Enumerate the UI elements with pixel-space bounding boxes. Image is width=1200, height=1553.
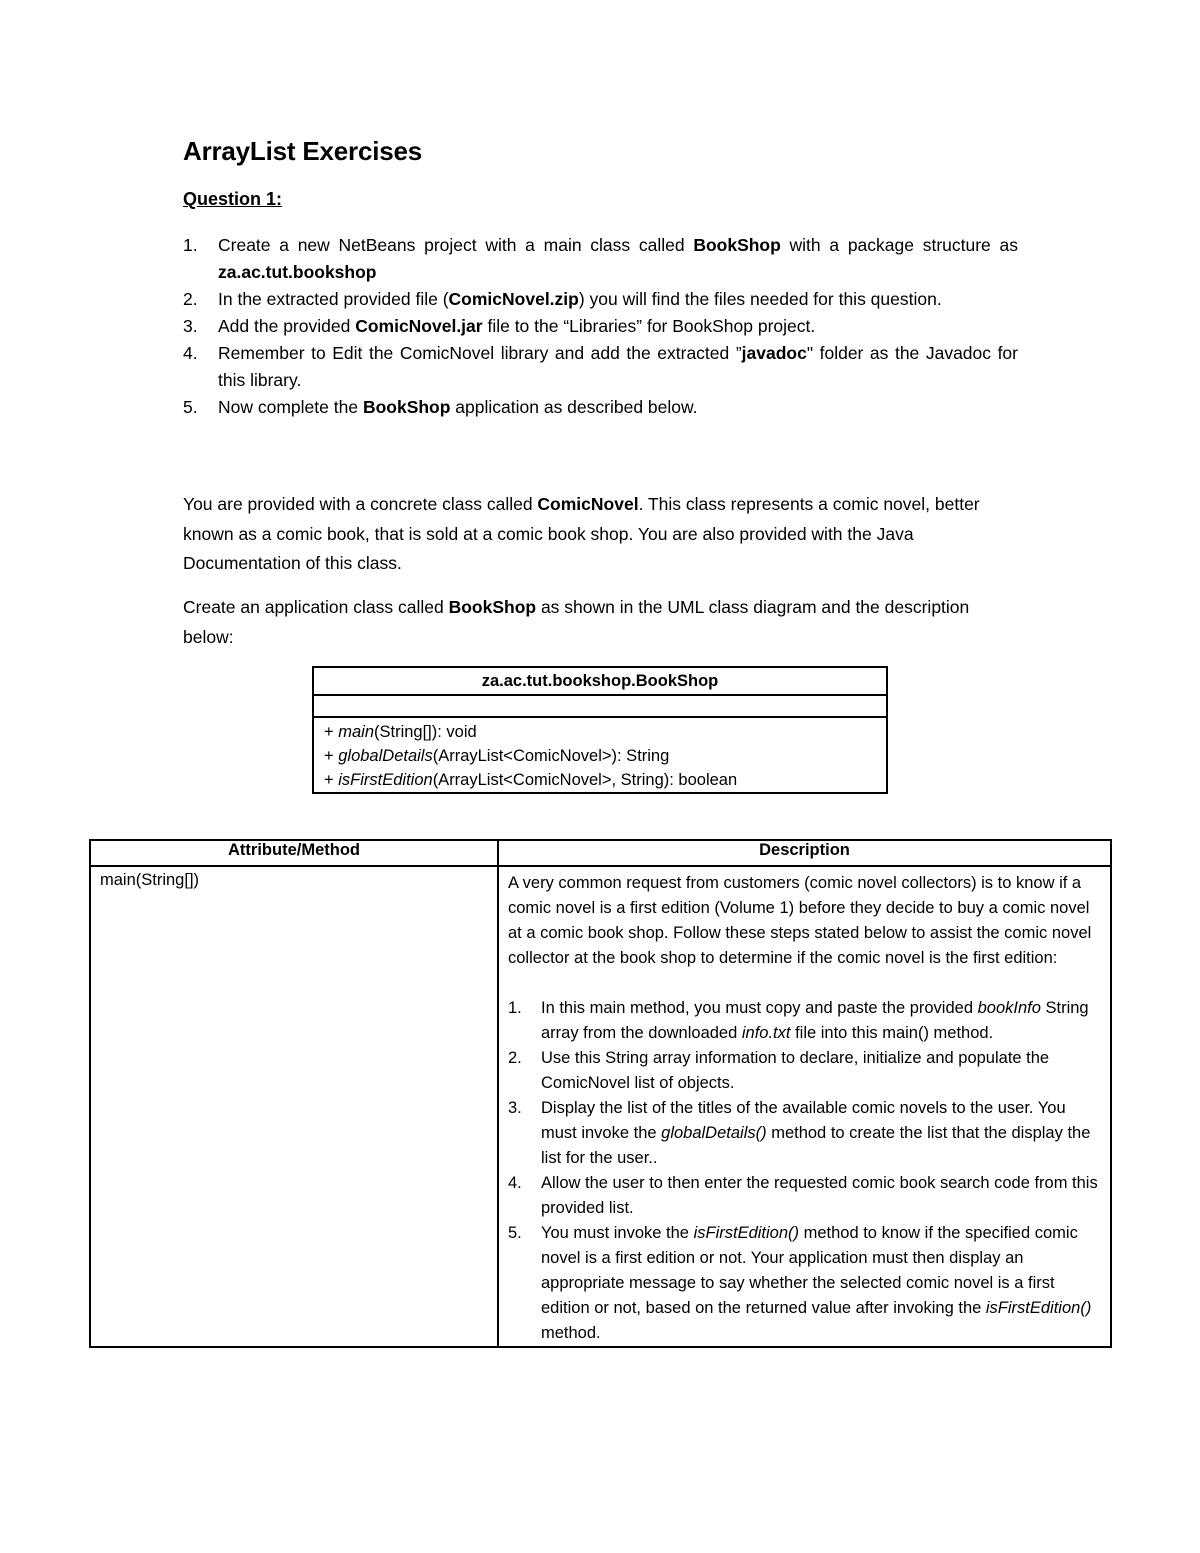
step-bold: BookShop [693, 235, 781, 255]
step-text: Display the list of the titles of the available comic novels to the user. You must invoke the [541, 1099, 1066, 1142]
instructions-list [183, 232, 1018, 421]
step-number: 3. [183, 316, 198, 336]
step-text: Use this String array information to declare, initialize and populate the ComicNovel list of objects. [541, 1049, 1050, 1092]
step-number: 4. [508, 1174, 522, 1192]
para-text: as shown in the UML class diagram and the description below: [183, 597, 970, 647]
description-step [508, 1046, 1101, 1096]
step-number: 2. [508, 1049, 522, 1067]
step-number: 2. [183, 289, 198, 309]
step-number: 1. [183, 235, 198, 255]
uml-method-name: isFirstEdition [338, 771, 433, 789]
step-text: method. [541, 1324, 601, 1342]
description-step [508, 1171, 1101, 1221]
description-intro: A very common request from customers (comic novel collectors) is to know if a comic novel is a first edition (Volume 1) before they decide to buy a comic novel at a comic book shop. Follow these steps stated below to assist the comic novel collector at the book shop to determine if the comic novel is the first edition: [508, 874, 1092, 967]
uml-method-sig: (ArrayList<ComicNovel>): String [432, 747, 670, 765]
uml-method [324, 720, 876, 744]
uml-intro-paragraph [183, 593, 1013, 652]
step-number: 1. [508, 999, 522, 1017]
intro-paragraph [183, 490, 1013, 579]
step-text: Now complete the [218, 397, 363, 417]
step-bold: ComicNovel.zip [448, 289, 579, 309]
step-bold: javadoc [741, 343, 807, 363]
step-bold: ComicNovel.jar [355, 316, 483, 336]
para-text: . This class represents a comic novel, better known as a comic book, that is sold at a comic book shop. You are also provided with the Java Documentation of this class. [183, 494, 980, 573]
uml-class-diagram [312, 666, 888, 794]
step-italic: info.txt [741, 1024, 791, 1042]
instruction-step [183, 232, 1018, 286]
uml-visibility: + [324, 747, 339, 765]
description-cell [498, 866, 1111, 1347]
step-italic: globalDetails() [661, 1124, 767, 1142]
step-text: Create a new NetBeans project with a main class called [218, 235, 694, 255]
step-italic: bookInfo [977, 999, 1041, 1017]
step-number: 5. [508, 1224, 522, 1242]
step-text: method to know if the specified comic novel is a first edition or not. Your application must then display an appropriate message to say whether the selected comic novel is a first edition or not, based on the returned value after invoking the [541, 1224, 1078, 1317]
page-title: ArrayList Exercises [183, 136, 423, 166]
instruction-step [183, 394, 1018, 421]
step-italic: isFirstEdition() [985, 1299, 1092, 1317]
step-text: Allow the user to then enter the requested comic book search code from this provided list. [541, 1174, 1098, 1217]
uml-class-name [313, 667, 887, 695]
table-row [90, 866, 1111, 1347]
description-steps [508, 996, 1101, 1346]
description-step [508, 1096, 1101, 1171]
uml-attributes [313, 695, 887, 717]
description-step [508, 996, 1101, 1046]
step-text: file into this main() method. [790, 1024, 994, 1042]
uml-class: BookShop [635, 671, 719, 690]
para-bold: ComicNovel [537, 494, 639, 514]
instruction-step [183, 340, 1018, 394]
step-text: In the extracted provided file ( [218, 289, 449, 309]
instruction-step [183, 286, 1018, 313]
step-text: ) you will find the files needed for this question. [578, 289, 942, 309]
method-cell: main(String[]) [90, 866, 498, 1347]
uml-visibility: + [324, 771, 339, 789]
step-text: " folder as the Javadoc for this library. [218, 343, 1018, 390]
step-italic: isFirstEdition() [693, 1224, 800, 1242]
uml-method-sig: (String[]): void [374, 723, 477, 741]
description-step [508, 1221, 1101, 1346]
step-bold: za.ac.tut.bookshop [218, 262, 377, 282]
step-bold: BookShop [362, 397, 451, 417]
uml-method [324, 744, 876, 768]
uml-method [324, 768, 876, 792]
step-text: Add the provided [218, 316, 356, 336]
question-heading: Question 1: [183, 189, 283, 209]
instruction-step [183, 313, 1018, 340]
uml-visibility: + [324, 723, 339, 741]
table-header: Attribute/Method [90, 840, 498, 866]
method-description-table [89, 839, 1112, 1348]
step-text: with a package structure as [780, 235, 1018, 255]
step-text: application as described below. [450, 397, 698, 417]
step-text: String array from the downloaded [541, 999, 1089, 1042]
step-text: file to the “Libraries” for BookShop project. [482, 316, 816, 336]
para-text: Create an application class called [183, 597, 449, 617]
uml-methods [313, 717, 887, 793]
step-number: 3. [508, 1099, 522, 1117]
uml-package: za.ac.tut.bookshop. [481, 671, 636, 690]
step-text: method to create the list that the display the list for the user.. [541, 1124, 1091, 1167]
step-number: 5. [183, 397, 198, 417]
step-text: You must invoke the [541, 1224, 694, 1242]
uml-method-sig: (ArrayList<ComicNovel>, String): boolean [432, 771, 738, 789]
table-header: Description [498, 840, 1111, 866]
para-text: You are provided with a concrete class called [183, 494, 538, 514]
step-number: 4. [183, 343, 198, 363]
uml-method-name: main [338, 723, 374, 741]
para-bold: BookShop [448, 597, 537, 617]
uml-method-name: globalDetails [338, 747, 433, 765]
step-text: In this main method, you must copy and paste the provided [541, 999, 978, 1017]
step-text: Remember to Edit the ComicNovel library and add the extracted ” [218, 343, 742, 363]
